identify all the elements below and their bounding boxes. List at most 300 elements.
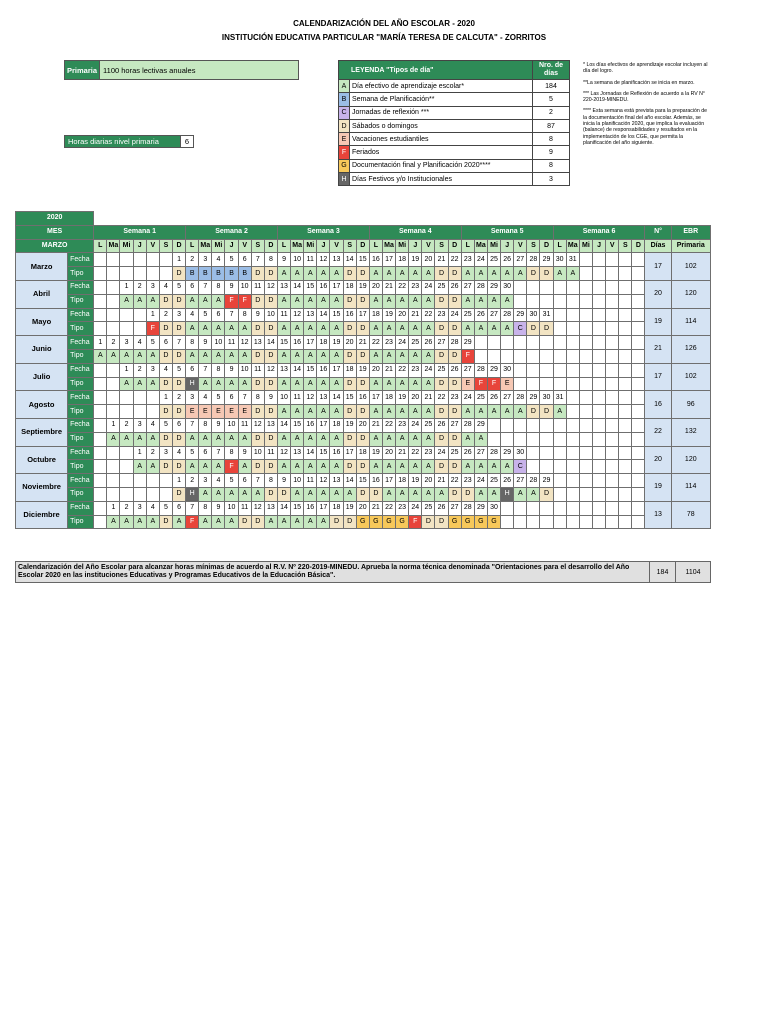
day-date-cell: [619, 308, 632, 322]
day-date-cell: 5: [212, 391, 225, 405]
tipo-label: Tipo: [68, 267, 94, 281]
day-type-cell: A: [409, 460, 422, 474]
day-type-cell: [553, 487, 566, 501]
day-type-cell: D: [356, 267, 369, 281]
day-date-cell: [579, 308, 592, 322]
day-type-cell: A: [369, 294, 382, 308]
day-header: D: [540, 239, 553, 253]
day-date-cell: 11: [291, 391, 304, 405]
day-type-cell: A: [304, 294, 317, 308]
day-date-cell: 24: [448, 308, 461, 322]
day-date-cell: [606, 253, 619, 267]
day-date-cell: 6: [172, 501, 185, 515]
day-date-cell: 13: [330, 253, 343, 267]
legend-code: B: [339, 93, 350, 106]
day-date-cell: 6: [238, 474, 251, 488]
day-header: S: [527, 239, 540, 253]
day-date-cell: [540, 280, 553, 294]
day-date-cell: 20: [409, 391, 422, 405]
day-date-cell: 31: [540, 308, 553, 322]
day-date-cell: 20: [356, 501, 369, 515]
day-date-cell: 26: [487, 391, 500, 405]
day-date-cell: 16: [343, 308, 356, 322]
day-date-cell: 10: [277, 391, 290, 405]
day-type-cell: D: [540, 322, 553, 336]
day-date-cell: 3: [159, 446, 172, 460]
day-type-cell: A: [212, 377, 225, 391]
day-date-cell: 5: [186, 446, 199, 460]
day-type-cell: [107, 294, 120, 308]
day-date-cell: 13: [330, 474, 343, 488]
day-type-cell: H: [501, 487, 514, 501]
day-type-cell: A: [487, 405, 500, 419]
day-date-cell: 15: [317, 446, 330, 460]
footer-text: Calendarización del Año Escolar para alcanzar horas mínimas de acuerdo al R.V. Nº 220-2019-MINEDU. Aprueba la norma técnica denominada "Orientaciones para el desarrollo del Año Escolar 2020 en las instituciones Educativas y Programas Educativos de la Educación Básica".: [16, 562, 650, 583]
day-date-cell: 28: [501, 308, 514, 322]
day-type-cell: A: [409, 322, 422, 336]
day-type-cell: [553, 515, 566, 529]
day-type-cell: G: [396, 515, 409, 529]
day-type-cell: A: [120, 432, 133, 446]
day-date-cell: [592, 391, 605, 405]
day-date-cell: [527, 280, 540, 294]
day-date-cell: 21: [409, 308, 422, 322]
day-type-cell: [159, 267, 172, 281]
day-date-cell: [632, 308, 645, 322]
day-type-cell: D: [540, 267, 553, 281]
day-type-cell: [527, 460, 540, 474]
day-date-cell: [566, 474, 579, 488]
day-type-cell: A: [107, 432, 120, 446]
day-date-cell: [553, 308, 566, 322]
calendar-table: [15, 211, 711, 529]
day-type-cell: A: [251, 487, 264, 501]
primaria-label: Primaria: [65, 61, 100, 79]
day-type-cell: A: [422, 405, 435, 419]
day-date-cell: 5: [172, 363, 185, 377]
day-type-cell: A: [199, 515, 212, 529]
day-type-cell: D: [251, 460, 264, 474]
day-type-cell: [553, 460, 566, 474]
day-type-cell: A: [199, 322, 212, 336]
day-type-cell: D: [343, 405, 356, 419]
day-type-cell: [94, 322, 107, 336]
month-total: 19: [645, 474, 671, 502]
day-type-cell: D: [172, 432, 185, 446]
day-type-cell: A: [291, 349, 304, 363]
day-date-cell: 15: [304, 280, 317, 294]
note-4: **** Esta semana está prevista para la preparación de la documentación final del año escolar. Además, se inicia la planificación 2020, que implica la evaluación (balance) de responsabilidades y resultados en la implementación de los CGE, que permita la planificación del año siguiente.: [583, 108, 707, 146]
day-date-cell: [619, 474, 632, 488]
day-type-cell: D: [251, 349, 264, 363]
day-type-cell: [579, 294, 592, 308]
day-type-cell: A: [133, 515, 146, 529]
day-date-cell: [592, 501, 605, 515]
day-date-cell: 27: [514, 474, 527, 488]
day-date-cell: 26: [448, 363, 461, 377]
day-date-cell: [553, 418, 566, 432]
day-type-cell: A: [422, 432, 435, 446]
day-type-cell: D: [356, 405, 369, 419]
day-date-cell: 13: [291, 446, 304, 460]
day-date-cell: 26: [501, 253, 514, 267]
day-type-cell: D: [238, 515, 251, 529]
day-type-cell: E: [225, 405, 238, 419]
day-date-cell: 3: [186, 391, 199, 405]
day-type-cell: [606, 432, 619, 446]
day-date-cell: 17: [317, 501, 330, 515]
month-fecha-row: [16, 336, 711, 350]
day-date-cell: [501, 418, 514, 432]
month-tipo-row: [16, 322, 711, 336]
day-date-cell: 1: [172, 253, 185, 267]
day-date-cell: 29: [501, 446, 514, 460]
day-type-cell: A: [487, 294, 500, 308]
day-date-cell: [606, 391, 619, 405]
day-type-cell: [619, 349, 632, 363]
day-date-cell: 4: [146, 501, 159, 515]
day-type-cell: D: [540, 405, 553, 419]
day-type-cell: A: [291, 460, 304, 474]
day-type-cell: D: [251, 322, 264, 336]
day-date-cell: [606, 418, 619, 432]
day-date-cell: 22: [396, 363, 409, 377]
day-type-cell: A: [133, 432, 146, 446]
day-type-cell: A: [317, 322, 330, 336]
day-type-cell: F: [474, 377, 487, 391]
day-date-cell: 18: [343, 363, 356, 377]
day-date-cell: 17: [356, 308, 369, 322]
day-type-cell: [606, 294, 619, 308]
day-date-cell: 6: [159, 336, 172, 350]
day-date-cell: 19: [356, 280, 369, 294]
legend-count: 3: [533, 173, 570, 186]
day-date-cell: 13: [251, 336, 264, 350]
day-header: L: [369, 239, 382, 253]
day-type-cell: [133, 322, 146, 336]
day-type-cell: B: [238, 267, 251, 281]
day-date-cell: [540, 446, 553, 460]
day-date-cell: 6: [225, 391, 238, 405]
day-date-cell: 16: [330, 446, 343, 460]
day-date-cell: 17: [317, 418, 330, 432]
month-fecha-row: [16, 474, 711, 488]
day-type-cell: A: [199, 460, 212, 474]
day-date-cell: [527, 501, 540, 515]
day-type-cell: D: [435, 377, 448, 391]
fecha-label: Fecha: [68, 418, 94, 432]
day-date-cell: 10: [225, 418, 238, 432]
legend-row: [339, 93, 570, 106]
day-date-cell: 4: [159, 363, 172, 377]
day-type-cell: D: [251, 294, 264, 308]
legend-label: Documentación final y Planificación 2020****: [350, 159, 533, 172]
day-date-cell: 2: [186, 474, 199, 488]
horas-value: 6: [184, 137, 190, 146]
day-type-cell: H: [186, 487, 199, 501]
day-header: Mi: [579, 239, 592, 253]
day-date-cell: [94, 308, 107, 322]
day-type-cell: A: [317, 405, 330, 419]
day-date-cell: 25: [487, 253, 500, 267]
day-type-cell: A: [382, 377, 395, 391]
month-fecha-row: [16, 363, 711, 377]
day-type-cell: A: [225, 432, 238, 446]
day-date-cell: 7: [251, 474, 264, 488]
day-date-cell: 9: [251, 308, 264, 322]
day-header: D: [448, 239, 461, 253]
day-type-cell: B: [225, 267, 238, 281]
day-type-cell: D: [264, 460, 277, 474]
day-header: V: [146, 239, 159, 253]
day-date-cell: 13: [317, 391, 330, 405]
day-type-cell: A: [487, 460, 500, 474]
day-type-cell: D: [343, 322, 356, 336]
day-type-cell: [632, 487, 645, 501]
day-date-cell: 13: [264, 418, 277, 432]
fecha-label: Fecha: [68, 474, 94, 488]
day-date-cell: 19: [343, 418, 356, 432]
legend-row: [339, 119, 570, 132]
day-date-cell: 19: [409, 253, 422, 267]
day-type-cell: F: [238, 294, 251, 308]
fecha-label: Fecha: [68, 336, 94, 350]
month-name: Junio: [16, 336, 68, 364]
day-date-cell: 12: [264, 280, 277, 294]
day-type-cell: [632, 405, 645, 419]
day-type-cell: [146, 487, 159, 501]
day-date-cell: [120, 474, 133, 488]
day-header: V: [422, 239, 435, 253]
day-type-cell: [540, 377, 553, 391]
day-type-cell: D: [264, 487, 277, 501]
day-type-cell: [553, 349, 566, 363]
day-date-cell: 7: [199, 280, 212, 294]
day-date-cell: 11: [251, 280, 264, 294]
day-type-cell: [527, 377, 540, 391]
day-type-cell: [474, 349, 487, 363]
day-date-cell: 30: [501, 363, 514, 377]
day-type-cell: A: [317, 349, 330, 363]
legend-code: H: [339, 173, 350, 186]
day-date-cell: [592, 308, 605, 322]
day-type-cell: A: [409, 349, 422, 363]
day-type-cell: A: [199, 294, 212, 308]
day-date-cell: [553, 474, 566, 488]
day-date-cell: 3: [133, 501, 146, 515]
note-2: **La semana de planificación se inicia en marzo.: [583, 79, 695, 86]
month-name: Agosto: [16, 391, 68, 419]
day-type-cell: A: [186, 460, 199, 474]
month-ebr: 114: [671, 308, 710, 336]
day-type-cell: A: [212, 294, 225, 308]
day-type-cell: D: [448, 322, 461, 336]
day-type-cell: A: [172, 515, 185, 529]
note-3: *** Las Jornadas de Reflexión de acuerdo a la RV N° 220-2019-MINEDU.: [583, 90, 705, 104]
day-date-cell: 25: [409, 336, 422, 350]
day-date-cell: 20: [343, 336, 356, 350]
day-type-cell: A: [186, 322, 199, 336]
day-type-cell: D: [343, 349, 356, 363]
day-type-cell: [592, 349, 605, 363]
day-type-cell: E: [238, 405, 251, 419]
day-type-cell: D: [527, 322, 540, 336]
day-type-cell: G: [448, 515, 461, 529]
day-date-cell: 2: [186, 253, 199, 267]
day-date-cell: [107, 280, 120, 294]
day-type-cell: A: [369, 405, 382, 419]
legend-label: Feriados: [350, 146, 533, 159]
day-date-cell: [474, 336, 487, 350]
month-fecha-row: [16, 446, 711, 460]
day-type-cell: F: [461, 349, 474, 363]
day-type-cell: [579, 487, 592, 501]
day-date-cell: 26: [461, 446, 474, 460]
day-date-cell: 5: [199, 308, 212, 322]
day-type-cell: [514, 294, 527, 308]
day-date-cell: [579, 446, 592, 460]
day-date-cell: [94, 253, 107, 267]
day-type-cell: D: [343, 267, 356, 281]
day-type-cell: [579, 515, 592, 529]
day-type-cell: A: [369, 322, 382, 336]
day-date-cell: 5: [159, 501, 172, 515]
day-type-cell: [133, 267, 146, 281]
day-date-cell: [107, 253, 120, 267]
day-type-cell: [120, 267, 133, 281]
day-date-cell: 12: [291, 308, 304, 322]
day-type-cell: D: [422, 515, 435, 529]
day-type-cell: A: [146, 432, 159, 446]
day-date-cell: 4: [159, 280, 172, 294]
day-date-cell: 15: [356, 474, 369, 488]
month-tipo-row: [16, 405, 711, 419]
day-type-cell: A: [501, 294, 514, 308]
day-type-cell: A: [396, 267, 409, 281]
day-date-cell: 1: [107, 418, 120, 432]
day-date-cell: 2: [107, 336, 120, 350]
day-type-cell: A: [461, 460, 474, 474]
day-header: V: [238, 239, 251, 253]
day-type-cell: [592, 322, 605, 336]
day-type-cell: [146, 267, 159, 281]
day-type-cell: A: [330, 487, 343, 501]
day-type-cell: A: [238, 377, 251, 391]
month-tipo-row: [16, 515, 711, 529]
day-date-cell: 8: [212, 280, 225, 294]
day-date-cell: [619, 501, 632, 515]
day-type-cell: [619, 515, 632, 529]
day-header: S: [159, 239, 172, 253]
day-date-cell: 7: [238, 391, 251, 405]
mes-header: MES: [16, 225, 94, 239]
day-date-cell: [566, 308, 579, 322]
day-type-cell: [632, 432, 645, 446]
day-date-cell: [632, 446, 645, 460]
legend-count-header: Nro. de días: [533, 61, 570, 80]
day-type-cell: A: [291, 405, 304, 419]
day-date-cell: 31: [553, 391, 566, 405]
day-date-cell: 30: [487, 501, 500, 515]
day-type-cell: A: [212, 487, 225, 501]
day-type-cell: [514, 377, 527, 391]
day-date-cell: 27: [435, 336, 448, 350]
day-type-cell: D: [343, 377, 356, 391]
day-date-cell: [146, 474, 159, 488]
footer-table: [15, 561, 711, 583]
day-header: V: [330, 239, 343, 253]
day-type-cell: G: [474, 515, 487, 529]
day-date-cell: [606, 280, 619, 294]
day-date-cell: [133, 308, 146, 322]
day-type-cell: A: [291, 515, 304, 529]
day-date-cell: [579, 336, 592, 350]
footer-hours: 1104: [676, 562, 711, 583]
day-date-cell: 28: [514, 391, 527, 405]
day-date-cell: 18: [343, 280, 356, 294]
day-type-cell: A: [304, 460, 317, 474]
month-ebr: 120: [671, 280, 710, 308]
day-date-cell: [107, 391, 120, 405]
day-date-cell: [107, 446, 120, 460]
day-type-cell: [107, 487, 120, 501]
day-date-cell: 21: [422, 391, 435, 405]
month-name: Abril: [16, 280, 68, 308]
day-type-cell: A: [382, 322, 395, 336]
day-date-cell: [606, 336, 619, 350]
month-total: 16: [645, 391, 671, 419]
day-date-cell: 29: [461, 336, 474, 350]
day-date-cell: 20: [356, 418, 369, 432]
day-type-cell: D: [251, 405, 264, 419]
day-date-cell: 1: [133, 446, 146, 460]
day-type-cell: D: [159, 349, 172, 363]
month-ebr: 102: [671, 253, 710, 281]
tipo-label: Tipo: [68, 405, 94, 419]
day-header: L: [553, 239, 566, 253]
legend-code: D: [339, 119, 350, 132]
day-date-cell: [632, 501, 645, 515]
month-ebr: 102: [671, 363, 710, 391]
day-date-cell: 19: [382, 308, 395, 322]
day-date-cell: 23: [422, 446, 435, 460]
day-header: Ma: [199, 239, 212, 253]
month-fecha-row: [16, 501, 711, 515]
day-date-cell: 24: [422, 363, 435, 377]
day-date-cell: [133, 391, 146, 405]
day-type-cell: A: [277, 377, 290, 391]
day-date-cell: 18: [356, 446, 369, 460]
day-type-cell: [566, 487, 579, 501]
day-date-cell: 23: [461, 474, 474, 488]
day-date-cell: [514, 363, 527, 377]
day-date-cell: 5: [225, 474, 238, 488]
day-date-cell: 14: [291, 280, 304, 294]
day-date-cell: 23: [409, 363, 422, 377]
day-type-cell: D: [251, 432, 264, 446]
day-type-cell: A: [409, 267, 422, 281]
day-type-cell: [514, 349, 527, 363]
day-date-cell: [619, 363, 632, 377]
day-type-cell: D: [540, 487, 553, 501]
day-type-cell: A: [199, 377, 212, 391]
day-date-cell: 14: [330, 391, 343, 405]
day-type-cell: A: [566, 267, 579, 281]
day-date-cell: [619, 391, 632, 405]
legend-label: Jornadas de reflexión ***: [350, 106, 533, 119]
day-date-cell: [514, 418, 527, 432]
day-type-cell: D: [356, 377, 369, 391]
